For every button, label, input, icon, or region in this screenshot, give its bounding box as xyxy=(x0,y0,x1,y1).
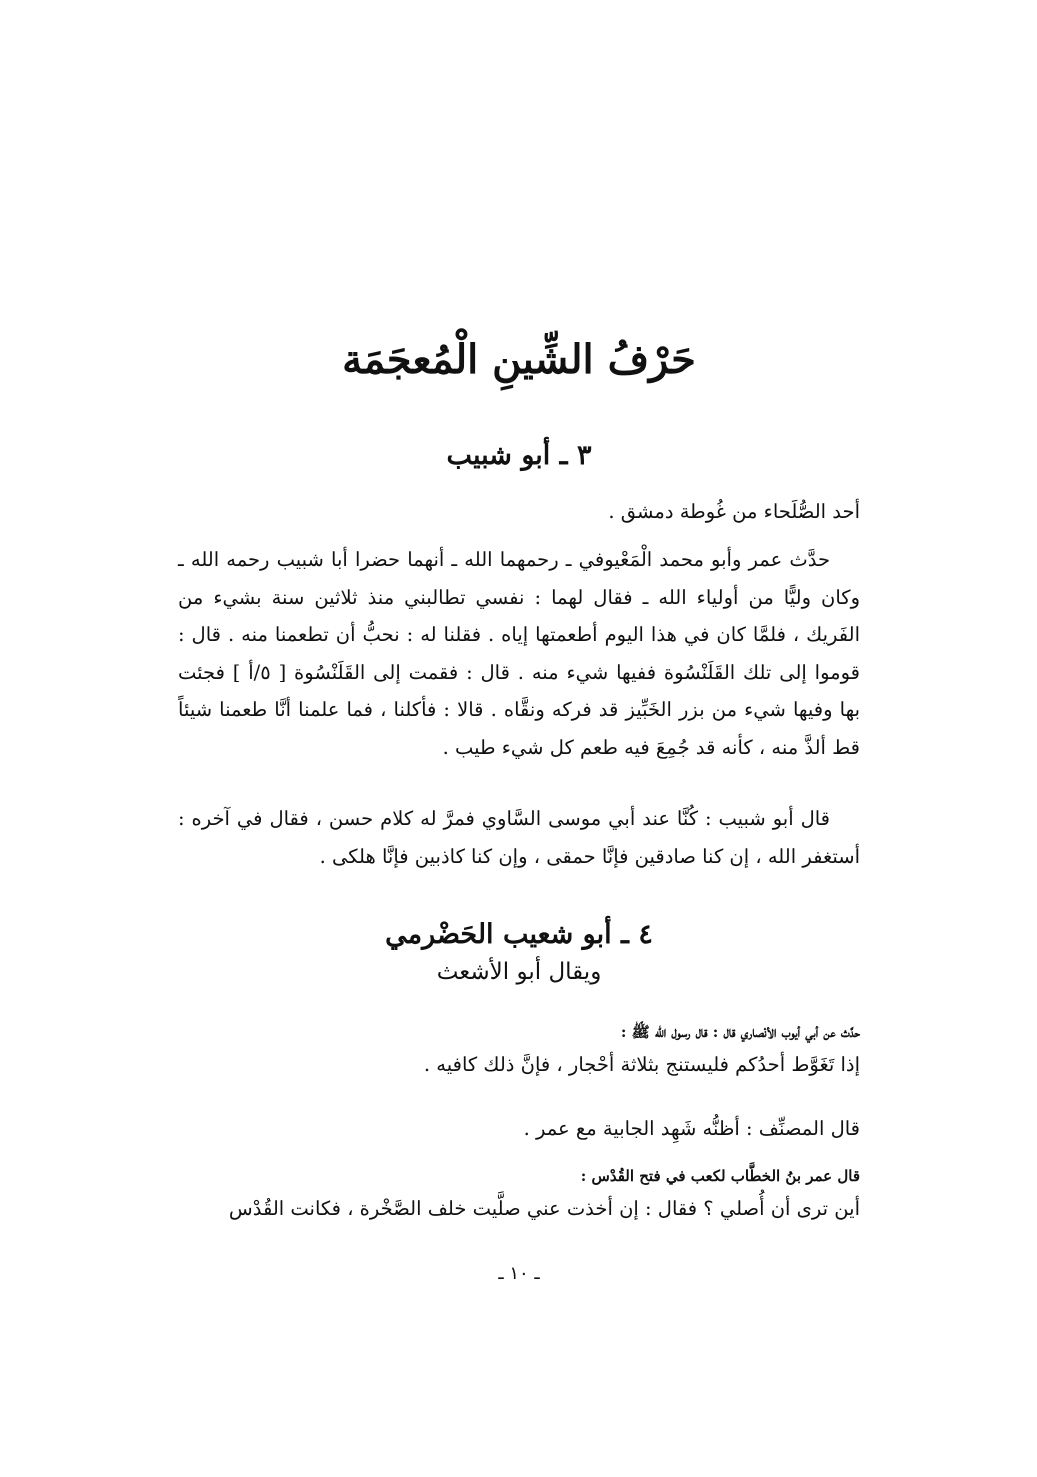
entry-4-heading: ٤ ـ أبو شعيب الحَضْرمي xyxy=(385,919,653,950)
entry-3-intro-block xyxy=(178,493,860,531)
hadith-text: إذا تَغَوَّط أحدُكم فليستنج بثلاثة أحْجار ، فإنَّ ذلك كافيه . xyxy=(423,1053,860,1076)
author-note-block xyxy=(178,1110,860,1148)
entry-4-heading-block xyxy=(178,915,860,989)
author-note: قال المصنِّف : أظنُّه شَهِد الجابية مع عمر . xyxy=(523,1117,860,1140)
entry-3-paragraph-2: قال أبو شبيب : كُنَّا عند أبي موسى السَّاوي فمرَّ له كلام حسن ، فقال في آخره : أستغفر الله ، إن كنا صادقين فإنَّا حمقى ، وإن كنا كاذبين فإنَّا هلكى . xyxy=(178,807,860,868)
chapter-title: حَرْفُ الشِّينِ الْمُعجَمَة xyxy=(342,336,696,383)
entry-3-paragraph-2-block xyxy=(178,800,860,875)
entry-3-paragraph-1: حدَّث عمر وأبو محمد الْمَعْيوفي ـ رحمهما الله ـ أنهما حضرا أبا شبيب رحمه الله ـ وكان وليًّا من أولياء الله ـ فقال لهما : نفسي تطالبني منذ ثلاثين سنة بشيء من الفَريك ، فلمَّا كان في هذا اليوم أطعمتها إياه . فقلنا له : نحبُّ أن تطعمنا منه . قال : قوموا إلى تلك القَلَنْسُوة ففيها شيء منه . قال : فقمت إلى القَلَنْسُوة [ ٥/أ ] فجئت بها وفيها شيء من بزر الخَبِّيز قد فركه ونقَّاه . قالا : فأكلنا ، فما علمنا أنَّا طعمنا شيئاً قط ألذَّ منه ، كأنه قد جُمِعَ فيه طعم كل شيء طيب . xyxy=(178,548,861,759)
umar-text: أين ترى أن أُصلي ؟ فقال : إن أخذت عني صلَّيت خلف الصَّخْرة ، فكانت القُدْس xyxy=(228,1197,860,1220)
entry-4-hadith-block xyxy=(178,1018,860,1084)
umar-intro: قال عمر بنُ الخطَّاب لكعب في فتح القُدْس : xyxy=(580,1167,860,1185)
umar-block xyxy=(178,1162,860,1228)
entry-3-intro: أحد الصُّلَحاء من غُوطة دمشق . xyxy=(608,500,860,523)
hadith-intro: حدَّث عن أبي أيوب الأنْصاري قال : قال رسول الله ﷺ : xyxy=(620,1023,860,1041)
entry-4-subheading: ويقال أبو الأشعث xyxy=(436,959,602,985)
document-page xyxy=(178,0,860,1477)
entry-3-heading-block xyxy=(178,436,860,476)
entry-3-paragraph-1-block xyxy=(178,541,860,766)
page-number: ـ ١٠ ـ xyxy=(498,1263,540,1284)
entry-3-heading: ٣ ـ أبو شبيب xyxy=(446,440,592,471)
